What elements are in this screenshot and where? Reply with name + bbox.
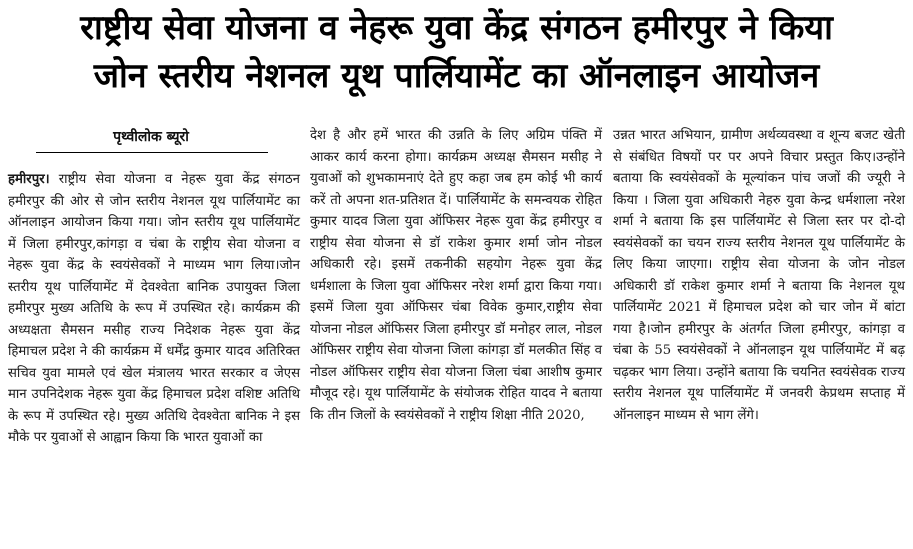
column-1-text: राष्ट्रीय सेवा योजना व नेहरू युवा केंद्र संगठन हमीरपुर की ओर से जोन स्तरीय नेशनल यूथ पार्लियामेंट का ऑनलाइन आयोजन किया गया। जोन स्तरीय यूथ पार्लियामेंट में जिला हमीरपुर,कांगड़ा व चंबा के राष्ट्रीय सेवा योजना व नेहरू युवा केंद्र के स्वयंसेवकों ने माध्यम भाग लिया।जोन स्तरीय यूथ पार्लियामेंट में देवश्वेता बानिक उपायुक्त जिला हमीरपुर मुख्य अतिथि के रूप में उपस्थित रहे। कार्यक्रम की अध्यक्षता सैमसन मसीह राज्य निदेशक नेहरू युवा केंद्र हिमाचल प्रदेश ने की कार्यक्रम में धर्मेंद्र कुमार यादव अतिरिक्त सचिव युवा मामले एवं खेल मंत्रालय भारत सरकार व जेएस मान उपनिदेशक नेहरू युवा केंद्र हिमाचल प्रदेश वशिष्ट अतिथि के रूप में उपस्थित रहे। मुख्य अतिथि देवश्वेता बानिक ने इस मौके पर युवाओं से आह्वान किया कि भारत युवाओं का (8, 172, 300, 445)
article-column-2 (310, 125, 602, 549)
byline: पृथ्वीलोक ब्यूरो (113, 129, 189, 145)
column-2-text: देश है और हमें भारत की उन्नति के लिए अग्रिम पंक्ति में आकर कार्य करना होगा। कार्यक्रम अध्यक्ष सैमसन मसीह ने युवाओं को शुभकामनाएं देते हुए कहा जब हम कोई भी कार्य करें तो अपना शत-प्रतिशत दें। पार्लियामेंट के समन्वयक रोहित कुमार यादव जिला युवा ऑफिसर नेहरू युवा केंद्र हमीरपुर व राष्ट्रीय सेवा योजना से डॉ राकेश कुमार शर्मा जोन नोडल अधिकारी रहे। इसमें तकनीकी सहयोग नेहरू युवा केंद्र धर्मशाला के जिला युवा ऑफिसर नरेश शर्मा द्वारा किया गया। इसमें जिला युवा ऑफिसर चंबा विवेक कुमार,राष्ट्रीय सेवा योजना नोडल ऑफिसर जिला हमीरपुर डॉ मनोहर लाल, नोडल ऑफिसर राष्ट्रीय सेवा योजना जिला कांगड़ा डॉ मलकीत सिंह व नोडल ऑफिसर राष्ट्रीय सेवा योजना जिला चंबा आशीष कुमार मौजूद रहे। यूथ पार्लियामेंट के संयोजक रोहित यादव ने बताया कि तीन जिलों के स्वयंसेवकों ने राष्ट्रीय शिक्षा नीति 2020, (310, 128, 602, 423)
headline (0, 4, 913, 100)
article-column-3 (613, 125, 905, 549)
dateline: हमीरपुर। (8, 172, 50, 187)
byline-divider (36, 152, 268, 153)
headline-line-1: राष्ट्रीय सेवा योजना व नेहरू युवा केंद्र संगठन हमीरपुर ने किया (80, 8, 833, 48)
column-3-text: उन्नत भारत अभियान, ग्रामीण अर्थव्यवस्था व शून्य बजट खेती से संबंधित विषयों पर पर अपने विचार प्रस्तुत किए।उन्होंने बताया कि स्वयंसेवकों के मूल्यांकन पांच जजों की ज्यूरी ने किया । जिला युवा अधिकारी नेहरु युवा केन्द्र धर्मशाला नरेश शर्मा ने बताया कि इस पार्लियामेंट से जिला स्तर पर दो-दो स्वयंसेवकों का चयन राज्य स्तरीय नेशनल यूथ पार्लियामेंट के लिए किया जाएगा। राष्ट्रीय सेवा योजना के जोन नोडल अधिकारी डॉ राकेश कुमार शर्मा ने बताया कि नेशनल यूथ पार्लियामेंट 2021 में हिमाचल प्रदेश को चार जोन में बांटा गया है।जोन हमीरपुर के अंतर्गत जिला हमीरपुर, कांगड़ा व चंबा के 55 स्वयंसेवकों ने ऑनलाइन यूथ पार्लियामेंट में बढ़ चढ़कर भाग लिया। उन्होंने बताया कि चयनित स्वयंसेवक राज्य स्तरीय नेशनल यूथ पार्लियामेंट में जनवरी केप्रथम सप्ताह में ऑनलाइन माध्यम से भाग लेंगे। (613, 128, 905, 423)
article-column-1 (8, 169, 300, 549)
headline-line-2: जोन स्तरीय नेशनल यूथ पार्लियामेंट का ऑनलाइन आयोजन (93, 56, 820, 96)
